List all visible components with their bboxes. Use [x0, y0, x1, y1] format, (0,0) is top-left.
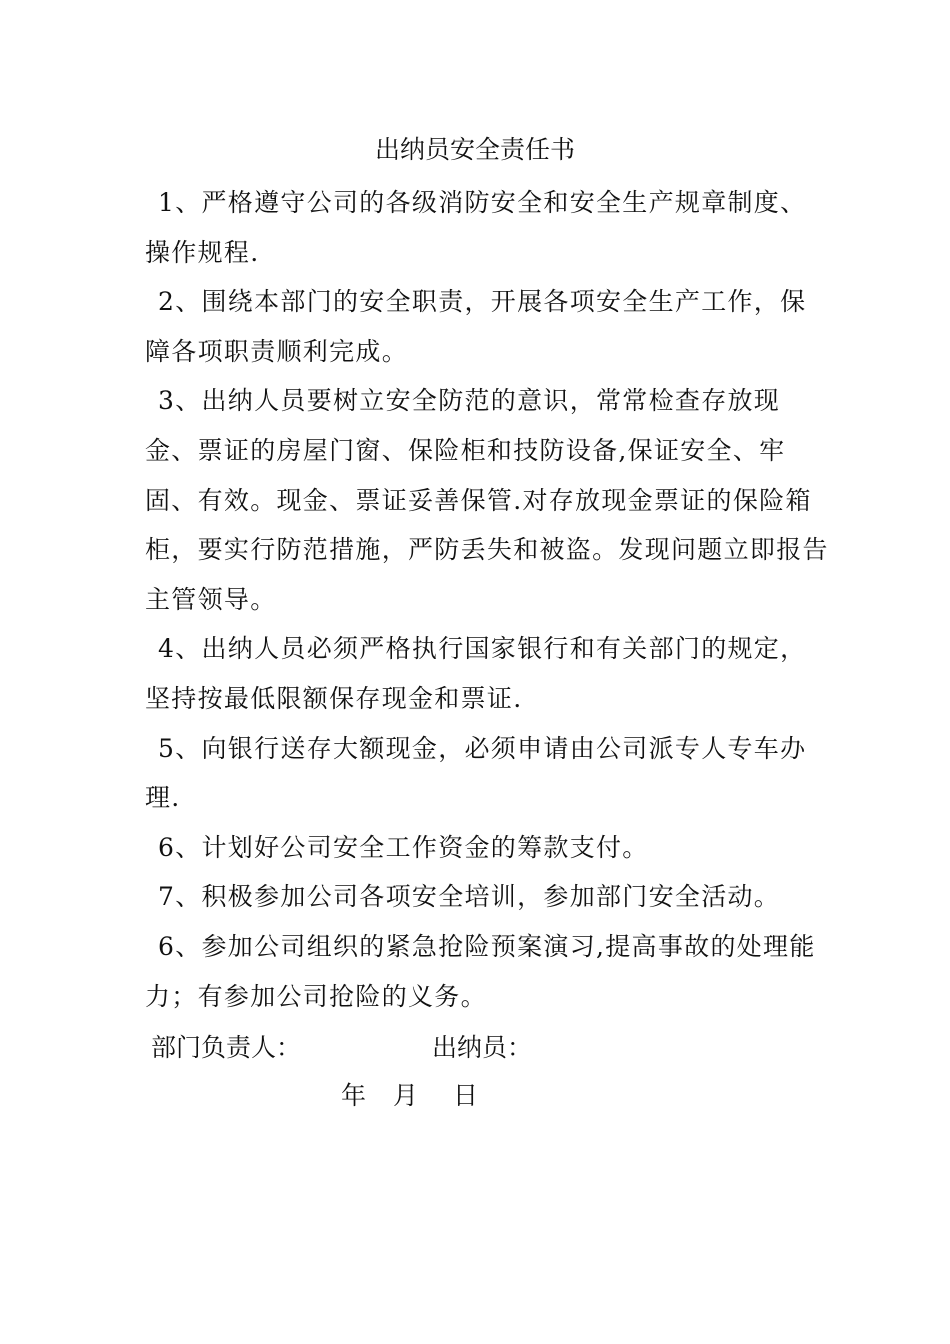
clause-6: 6、计划好公司安全工作资金的筹款支付。	[158, 832, 649, 862]
clause-2: 2、围绕本部门的安全职责，开展各项安全生产工作，保障各项职责顺利完成。	[145, 287, 807, 366]
document-title: 出纳员安全责任书	[374, 135, 575, 164]
month-label: 月	[393, 1081, 419, 1110]
day-label: 日	[453, 1081, 479, 1110]
clause-3: 3、出纳人员要树立安全防范的意识，常常检查存放现金、票证的房屋门窗、保险柜和技防设备,保证安全、牢固、有效。现金、票证妥善保管.对存放现金票证的保险箱柜，要实行防范措施，严防丢失和被盗。发现问题立即报告主管领导。	[145, 386, 829, 614]
department-head-label: 部门负责人：	[151, 1033, 302, 1062]
year-label: 年	[341, 1081, 367, 1110]
clause-5: 5、向银行送存大额现金，必须申请由公司派专人专车办理.	[145, 733, 807, 813]
clause-4: 4、出纳人员必须严格执行国家银行和有关部门的规定，坚持按最低限额保存现金和票证.	[145, 634, 807, 713]
clause-7: 7、积极参加公司各项安全培训，参加部门安全活动。	[158, 882, 781, 912]
cashier-label: 出纳员：	[432, 1033, 533, 1062]
clause-8: 6、参加公司组织的紧急抢险预案演习,提高事故的处理能力；有参加公司抢险的义务。	[145, 931, 816, 1011]
date-line	[341, 1076, 478, 1116]
clause-1: 1、严格遵守公司的各级消防安全和安全生产规章制度、操作规程.	[145, 188, 807, 267]
signature-row	[0, 1028, 950, 1068]
clause-list	[145, 178, 829, 1021]
